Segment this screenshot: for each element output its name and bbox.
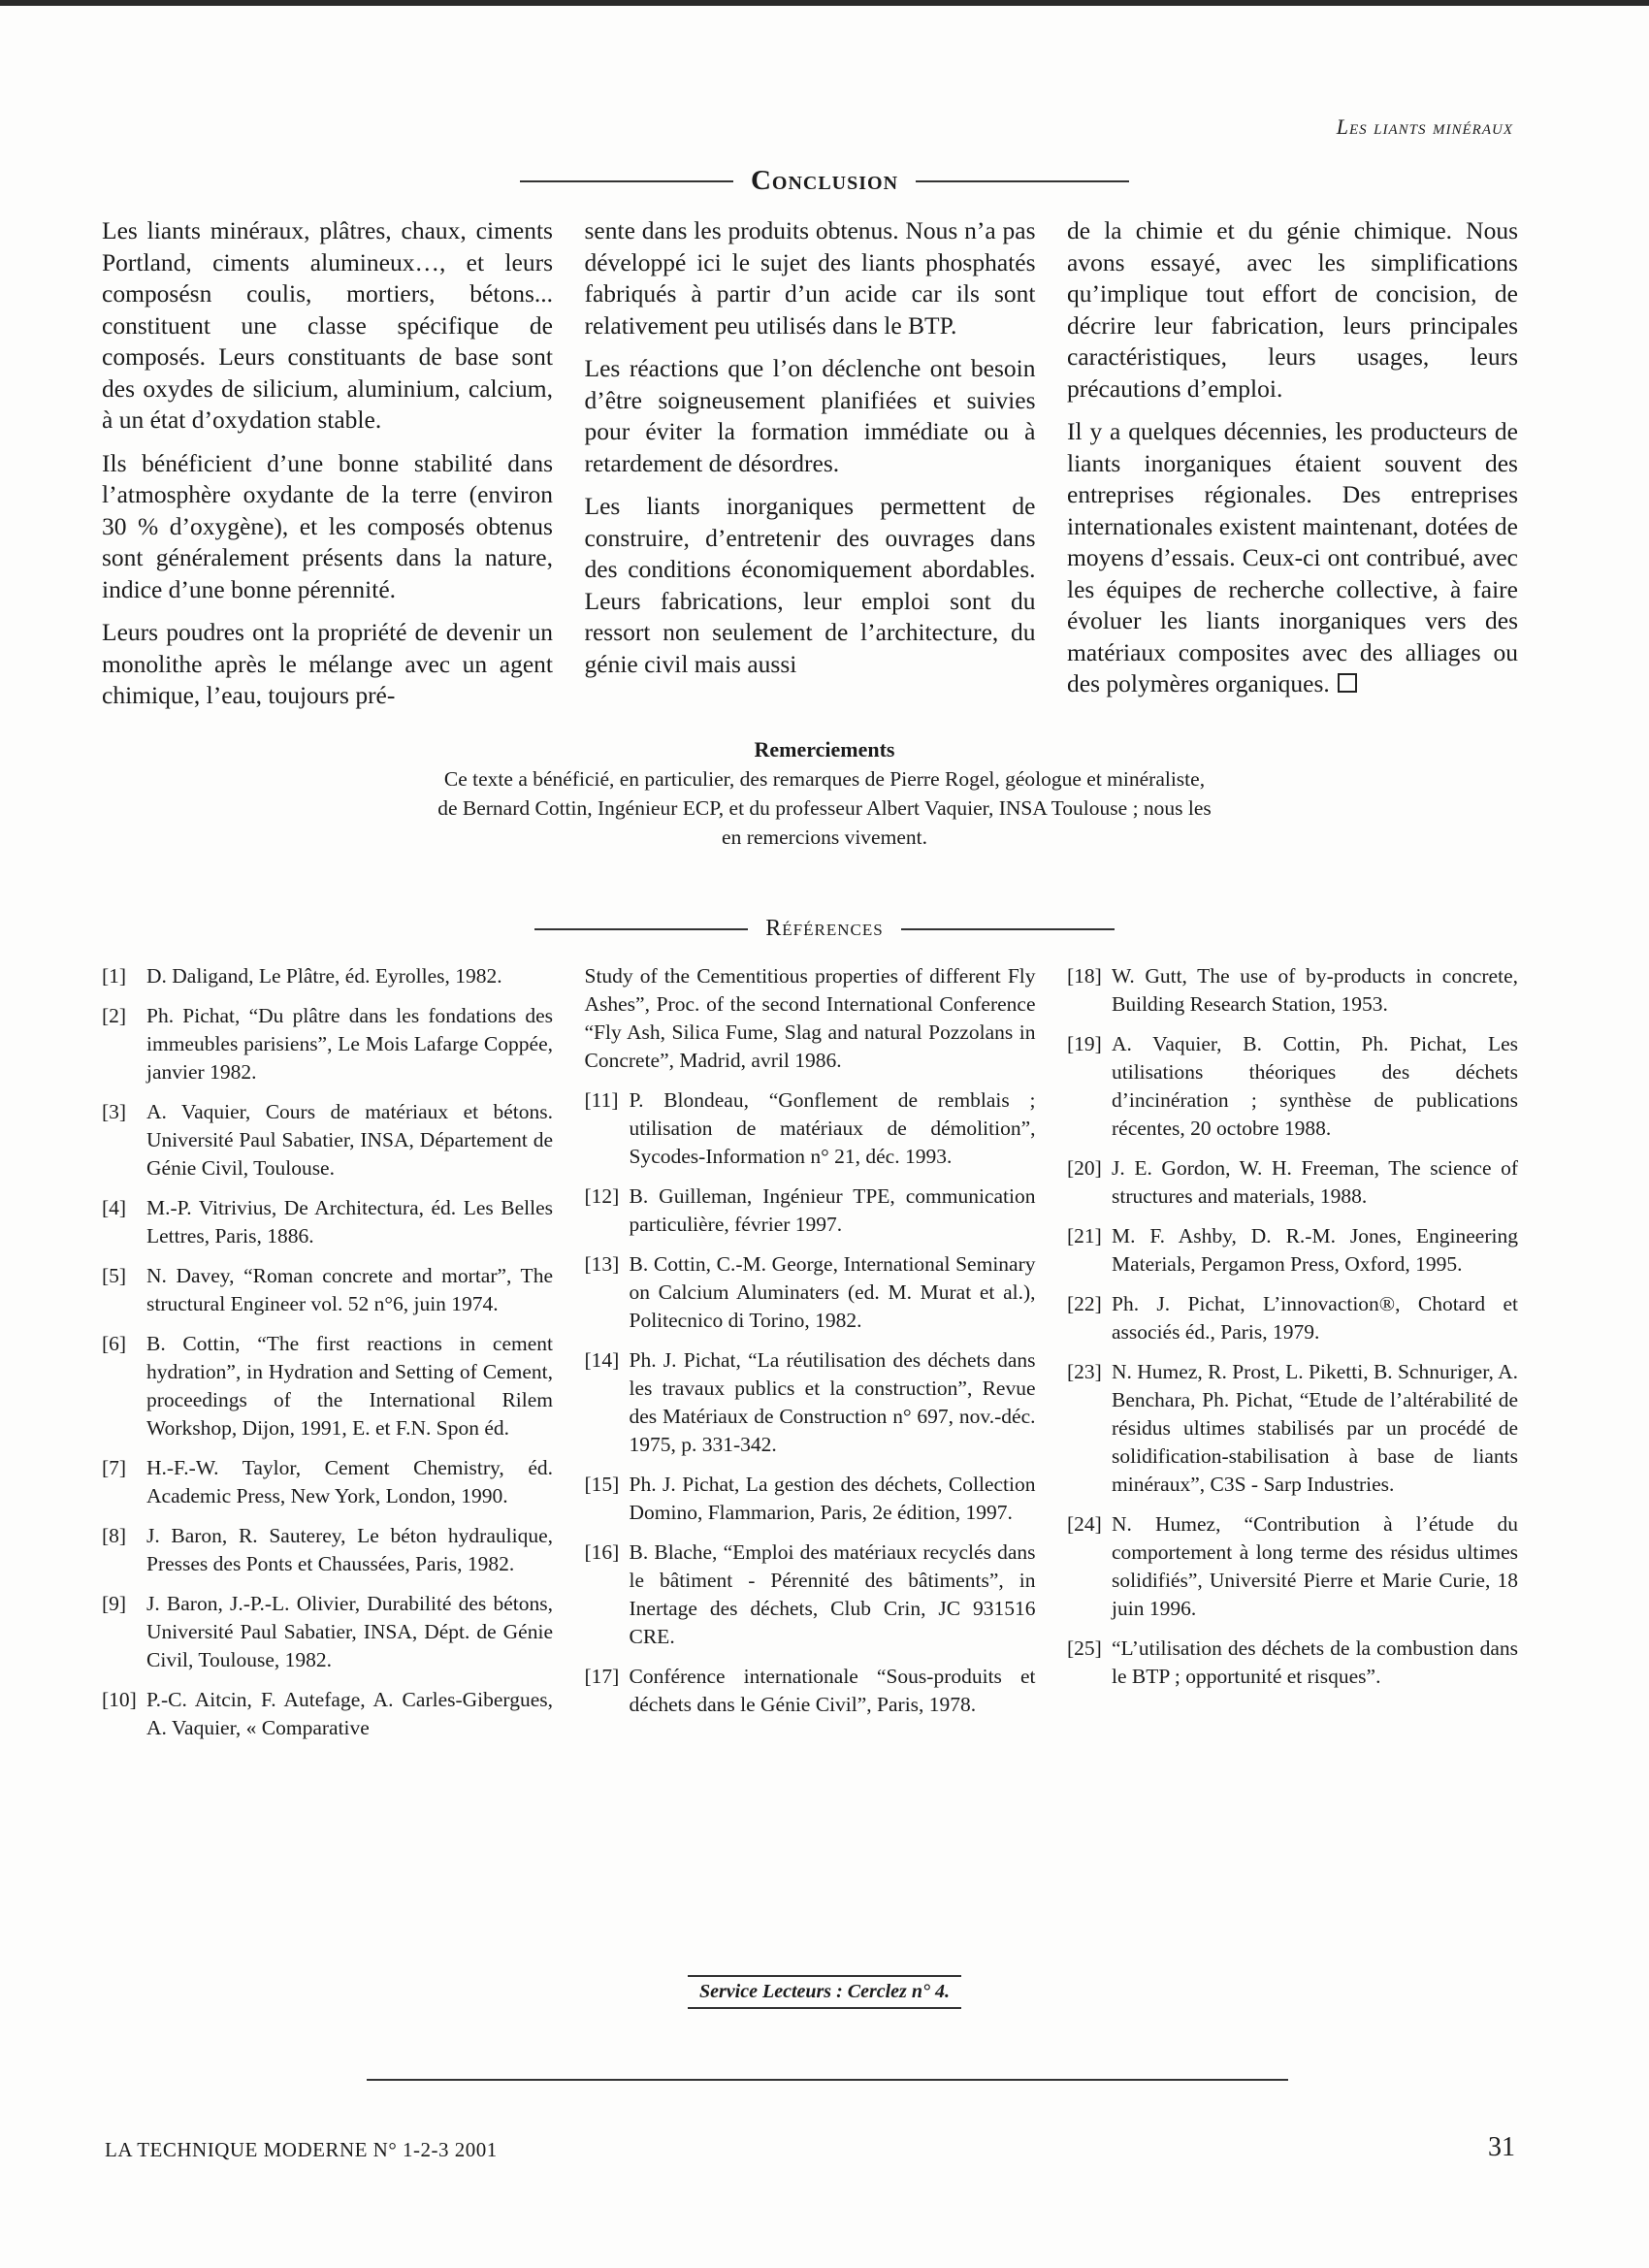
reference-number: [16] bbox=[584, 1540, 620, 1564]
conclusion-paragraph-text: Il y a quelques décennies, les producteurs de liants inorganiques étaient souvent des entreprises régionales. Des entreprises internationales existent maintenant, dotées de moyens d’essais. Ceux-ci ont contribué, avec les équipes de recherche collective, à faire évoluer les liants inorganiques vers des matériaux composites avec des alliages ou des polymères organiques. bbox=[1067, 417, 1518, 697]
reference-text: N. Davey, “Roman concrete and mortar”, The structural Engineer vol. 52 n°6, juin 1974. bbox=[146, 1264, 553, 1315]
reference-text: Study of the Cementitious properties of different Fly Ashes”, Proc. of the second International Conference “Fly Ash, Silica Fume, Slag and natural Pozzolans in Concrete”, Madrid, avril 1986. bbox=[584, 964, 1036, 1072]
reference-item bbox=[102, 1330, 553, 1442]
references-column-1 bbox=[102, 962, 553, 1754]
conclusion-paragraph: Les liants minéraux, plâtres, chaux, ciments Portland, ciments alumineux…, et leurs composésn coulis, mortiers, bétons... constituent une classe spécifique de composés. Leurs constituants de base sont des oxydes de silicium, aluminium, calcium, à un état d’oxydation stable. bbox=[102, 216, 553, 434]
conclusion-paragraph: Les réactions que l’on déclenche ont besoin d’être soigneusement planifiées et suivies pour éviter la formation immédiate ou à retardement de désordres. bbox=[584, 354, 1036, 477]
reference-text: A. Vaquier, B. Cottin, Ph. Pichat, Les utilisations théoriques des déchets d’incinération ; synthèse de publications récentes, 20 octobre 1988. bbox=[1112, 1032, 1518, 1140]
end-of-article-icon bbox=[1338, 673, 1357, 693]
reference-number: [15] bbox=[584, 1473, 620, 1496]
reference-number: [25] bbox=[1067, 1636, 1102, 1660]
reference-number: [1] bbox=[102, 964, 127, 988]
page-number: 31 bbox=[1488, 2132, 1515, 2162]
reference-number: [6] bbox=[102, 1332, 127, 1355]
footer-publication: LA TECHNIQUE MODERNE N° 1-2-3 2001 bbox=[105, 2138, 498, 2161]
reference-text: J. E. Gordon, W. H. Freeman, The science of structures and materials, 1988. bbox=[1112, 1156, 1518, 1208]
reference-item bbox=[102, 1522, 553, 1578]
reference-item bbox=[585, 1539, 1036, 1651]
reference-item bbox=[1067, 1154, 1518, 1211]
reference-text: D. Daligand, Le Plâtre, éd. Eyrolles, 1982. bbox=[146, 964, 502, 988]
reference-item bbox=[1067, 1635, 1518, 1691]
reference-number: [7] bbox=[102, 1456, 127, 1479]
conclusion-heading bbox=[0, 165, 1649, 197]
reference-item bbox=[1067, 1030, 1518, 1143]
reference-item bbox=[102, 962, 553, 990]
reference-text: A. Vaquier, Cours de matériaux et bétons. Université Paul Sabatier, INSA, Département de Génie Civil, Toulouse. bbox=[146, 1100, 553, 1180]
reference-item bbox=[102, 1262, 553, 1318]
reference-number: [13] bbox=[584, 1252, 620, 1276]
heading-rule-right bbox=[901, 928, 1115, 930]
reader-service-label: Service Lecteurs : Cerclez n° 4. bbox=[688, 1975, 961, 2009]
reference-number: [8] bbox=[102, 1524, 127, 1547]
reference-text: Ph. J. Pichat, “La réutilisation des déchets dans les travaux publics et la construction”, Revue des Matériaux de Construction n° 697, nov.-déc. 1975, p. 331-342. bbox=[629, 1348, 1036, 1456]
conclusion-paragraph: sente dans les produits obtenus. Nous n’a pas développé ici le sujet des liants phosphatés fabriqués à partir d’un acide car ils sont relativement peu utilisés dans le BTP. bbox=[584, 216, 1036, 340]
reference-item bbox=[1067, 962, 1518, 1019]
reference-text: M.-P. Vitrivius, De Architectura, éd. Les Belles Lettres, Paris, 1886. bbox=[146, 1196, 553, 1247]
reference-item bbox=[102, 1002, 553, 1086]
reference-item bbox=[585, 1663, 1036, 1719]
reference-number: [12] bbox=[584, 1184, 620, 1208]
reference-number: [9] bbox=[102, 1592, 127, 1615]
reference-item bbox=[1067, 1290, 1518, 1346]
conclusion-column-2 bbox=[585, 215, 1036, 724]
conclusion-paragraph-last bbox=[1067, 416, 1518, 700]
reference-item bbox=[102, 1454, 553, 1510]
reference-number: [5] bbox=[102, 1264, 127, 1287]
reference-text: Ph. Pichat, “Du plâtre dans les fondations des immeubles parisiens”, Le Mois Lafarge Coppée, janvier 1982. bbox=[146, 1004, 553, 1084]
reference-number: [20] bbox=[1067, 1156, 1102, 1180]
conclusion-paragraph: Les liants inorganiques permettent de construire, d’entretenir des ouvrages dans des conditions économiquement abordables. Leurs fabrications, leur emploi sont du ressort non seulement de l’architecture, du génie civil mais aussi bbox=[584, 492, 1036, 678]
reference-text: W. Gutt, The use of by-products in concrete, Building Research Station, 1953. bbox=[1112, 964, 1518, 1016]
reference-text: P.-C. Aitcin, F. Autefage, A. Carles-Gibergues, A. Vaquier, « Comparative bbox=[146, 1688, 553, 1739]
reference-item bbox=[102, 1194, 553, 1250]
reference-text: J. Baron, J.-P.-L. Olivier, Durabilité des bétons, Université Paul Sabatier, INSA, Dépt. de Génie Civil, Toulouse, 1982. bbox=[146, 1592, 553, 1671]
reference-item bbox=[585, 1471, 1036, 1527]
reference-item bbox=[1067, 1222, 1518, 1279]
conclusion-paragraph: Leurs poudres ont la propriété de devenir un monolithe après le mélange avec un agent chimique, l’eau, toujours pré- bbox=[102, 618, 553, 709]
reference-item bbox=[1067, 1358, 1518, 1499]
reference-text: H.-F.-W. Taylor, Cement Chemistry, éd. Academic Press, New York, London, 1990. bbox=[146, 1456, 553, 1507]
acknowledgements-title: Remerciements bbox=[754, 737, 895, 761]
reference-number: [23] bbox=[1067, 1360, 1102, 1383]
reference-item bbox=[1067, 1510, 1518, 1623]
reference-number: [14] bbox=[584, 1348, 620, 1372]
conclusion-paragraph: Ils bénéficient d’une bonne stabilité dans l’atmosphère oxydante de la terre (environ 30 % d’oxygène), et les composés obtenus sont généralement présents dans la nature, indice d’une bonne pérennité. bbox=[102, 448, 553, 603]
reference-text: N. Humez, R. Prost, L. Piketti, B. Schnuriger, A. Benchara, Ph. Pichat, “Etude de l’altérabilité de résidus ultimes stabilisés par un procédé de solidification-stabilisation à base de liants minéraux”, C3S - Sarp Industries. bbox=[1112, 1360, 1518, 1496]
reference-text: B. Cottin, “The first reactions in cement hydration”, in Hydration and Setting of Cement, proceedings of the International Rilem Workshop, Dijon, 1991, E. et F.N. Spon éd. bbox=[146, 1332, 553, 1440]
reference-item bbox=[102, 1098, 553, 1183]
reference-text: “L’utilisation des déchets de la combustion dans le BTP ; opportunité et risques”. bbox=[1112, 1636, 1518, 1688]
conclusion-columns bbox=[102, 215, 1518, 724]
heading-rule-left bbox=[520, 180, 733, 182]
reference-number: [17] bbox=[584, 1665, 620, 1688]
reference-item bbox=[585, 1346, 1036, 1459]
reference-number: [19] bbox=[1067, 1032, 1102, 1055]
reference-item bbox=[585, 962, 1036, 1075]
reference-number: [2] bbox=[102, 1004, 127, 1027]
references-columns bbox=[102, 962, 1518, 1754]
heading-rule-right bbox=[916, 180, 1129, 182]
footer-rule bbox=[367, 2079, 1288, 2081]
references-column-3 bbox=[1067, 962, 1518, 1754]
reference-text: P. Blondeau, “Gonflement de remblais ; utilisation de matériaux de démolition”, Sycodes-Information n° 21, déc. 1993. bbox=[629, 1088, 1036, 1168]
reference-text: B. Cottin, C.-M. George, International Seminary on Calcium Aluminaters (ed. M. Murat et al.), Politecnico di Torino, 1982. bbox=[629, 1252, 1036, 1332]
references-heading bbox=[0, 916, 1649, 942]
reference-number: [10] bbox=[102, 1688, 137, 1711]
conclusion-column-1 bbox=[102, 215, 553, 724]
reference-number: [24] bbox=[1067, 1512, 1102, 1536]
reference-item bbox=[585, 1183, 1036, 1239]
heading-rule-left bbox=[534, 928, 748, 930]
references-column-2 bbox=[585, 962, 1036, 1754]
reference-number: [18] bbox=[1067, 964, 1102, 988]
reference-text: N. Humez, “Contribution à l’étude du comportement à long terme des résidus ultimes solidifiés”, Université Pierre et Marie Curie, 18 juin 1996. bbox=[1112, 1512, 1518, 1620]
reference-number: [3] bbox=[102, 1100, 127, 1123]
acknowledgements-text: Ce texte a bénéficié, en particulier, des remarques de Pierre Rogel, géologue et minéraliste, de Bernard Cottin, Ingénieur ECP, et du professeur Albert Vaquier, INSA Toulouse ; nous les en remercions vivement. bbox=[437, 767, 1212, 849]
reference-item bbox=[102, 1590, 553, 1674]
reference-number: [4] bbox=[102, 1196, 127, 1219]
running-header: Les liants minéraux bbox=[1336, 114, 1513, 139]
top-border bbox=[0, 0, 1649, 6]
reference-number: [22] bbox=[1067, 1292, 1102, 1315]
reference-text: Ph. J. Pichat, L’innovaction®, Chotard et associés éd., Paris, 1979. bbox=[1112, 1292, 1518, 1344]
reference-number: [11] bbox=[584, 1088, 619, 1112]
conclusion-column-3 bbox=[1067, 215, 1518, 724]
reference-text: B. Guilleman, Ingénieur TPE, communication particulière, février 1997. bbox=[629, 1184, 1036, 1236]
reference-item bbox=[102, 1686, 553, 1742]
conclusion-paragraph: de la chimie et du génie chimique. Nous avons essayé, avec les simplifications qu’implique tout effort de concision, de décrire leur fabrication, leurs principales caractéristiques, leurs usages, leurs précautions d’emploi. bbox=[1067, 216, 1518, 403]
reference-text: M. F. Ashby, D. R.-M. Jones, Engineering Materials, Pergamon Press, Oxford, 1995. bbox=[1112, 1224, 1518, 1276]
reference-text: B. Blache, “Emploi des matériaux recyclés dans le bâtiment - Pérennité des bâtiments”, in Inertage des déchets, Club Crin, JC 931516 CRE. bbox=[629, 1540, 1036, 1648]
acknowledgements bbox=[436, 735, 1212, 852]
reference-text: Conférence internationale “Sous-produits et déchets dans le Génie Civil”, Paris, 1978. bbox=[629, 1665, 1036, 1716]
reader-service bbox=[0, 1975, 1649, 2009]
references-title: Références bbox=[765, 916, 884, 941]
reference-text: J. Baron, R. Sauterey, Le béton hydraulique, Presses des Ponts et Chaussées, Paris, 1982. bbox=[146, 1524, 553, 1575]
reference-text: Ph. J. Pichat, La gestion des déchets, Collection Domino, Flammarion, Paris, 2e édition, 1997. bbox=[629, 1473, 1036, 1524]
reference-item bbox=[585, 1086, 1036, 1171]
reference-item bbox=[585, 1250, 1036, 1335]
reference-number: [21] bbox=[1067, 1224, 1102, 1247]
conclusion-title: Conclusion bbox=[750, 165, 899, 196]
